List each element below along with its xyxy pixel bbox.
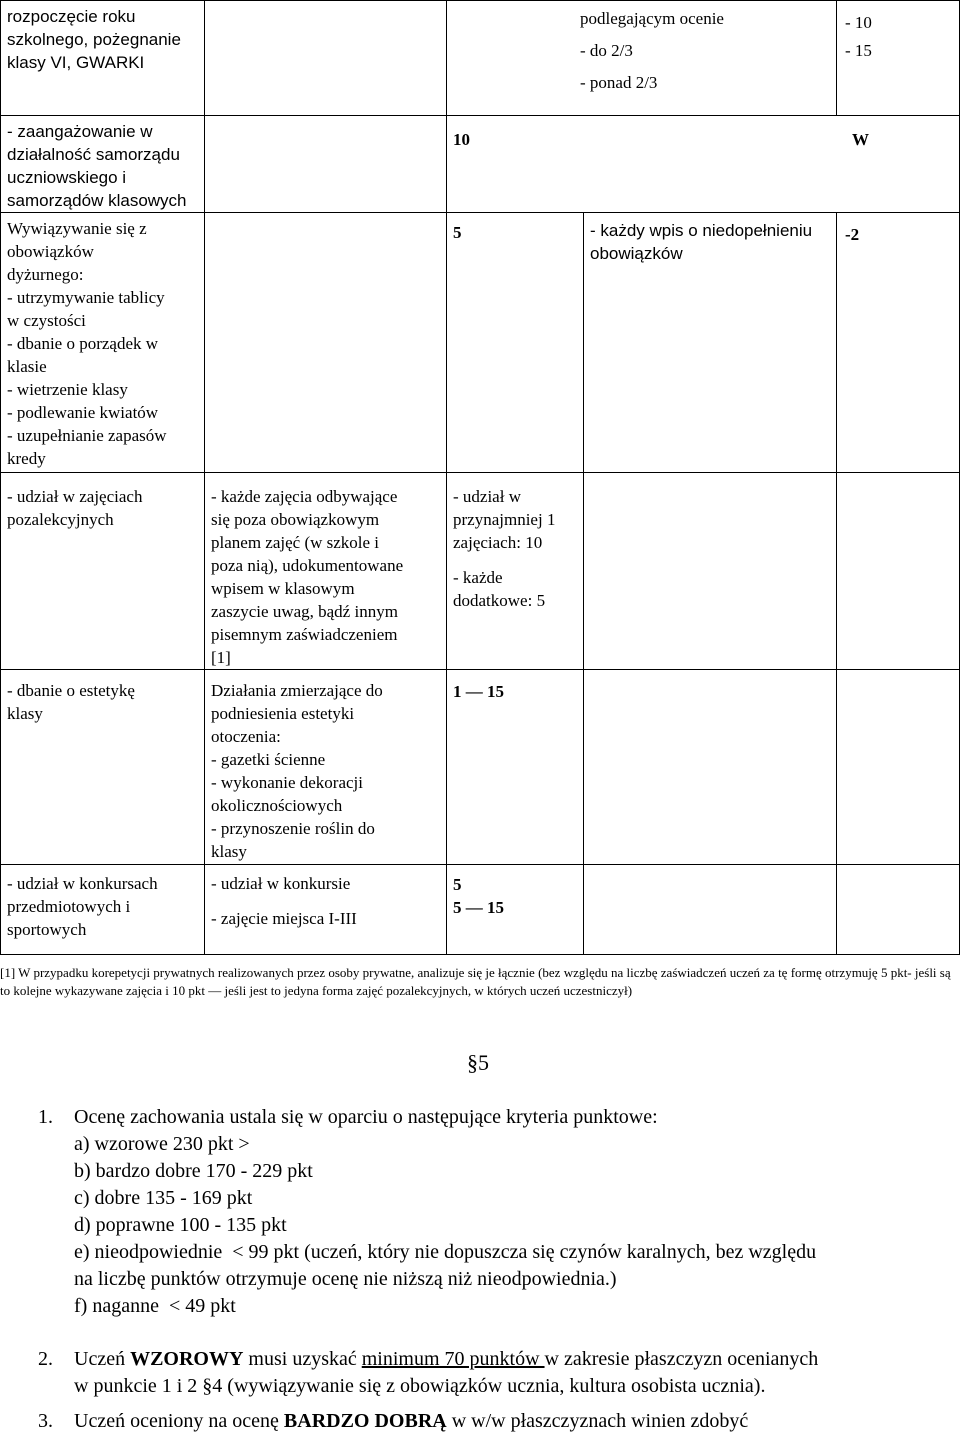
penalty-cell [837, 865, 960, 955]
table-row [1, 865, 960, 955]
grading-list: 1. Ocenę zachowania ustala się w oparciu o następujące kryteria punktowe: a) wzorowe 230 pkt > b) bardzo dobre 170 - 229 pkt c) dobre 135 - 169 pkt d) poprawne 100 - 135 pkt e) nieodpowiednie < 99 pkt (uczeń, który nie dopuszcza się czynów karalnych, bez względu na liczbę punktów otrzymuje ocenę nie niższą niż nieodpowiednia.) f) naganne < 49 pkt 2. Uczeń WZOROWY musi uzyskać minimum 70 punktów w zakresie płaszczyzn ocenianych w punkcie 1 i 2 §4 (wywiązywanie się z obowiązków ucznia, kultura osobista ucznia). 3. Uczeń oceniony na ocenę BARDZO DOBRĄ w w/w płaszczyznach winien zdobyć [0, 1104, 960, 1435]
criterion-cell: Wywiązywanie się z obowiązków dyżurnego: - utrzymywanie tablicy w czystości - dbanie o porządek w klasie - wietrzenie klasy - podlewanie kwiatów - uzupełnianie zapasów kredy [1, 213, 205, 473]
description-cell: - każde zajęcia odbywające się poza obowiązkowym planem zajęć (w szkole i poza nią), udokumentowane wpisem w klasowym zaszycie uwag, bądź innym pisemnym zaświadczeniem [1] [205, 473, 447, 670]
table-row [1, 473, 960, 670]
table-row [1, 670, 960, 865]
criterion-cell: - udział w konkursach przedmiotowych i sportowych [1, 865, 205, 955]
criterion-cell: - udział w zajęciach pozalekcyjnych [1, 473, 205, 670]
penalty-cell: -2 [837, 213, 960, 473]
remarks-cell [584, 865, 837, 955]
penalty-cell [837, 670, 960, 865]
remarks-cell [584, 473, 837, 670]
points-cell: 1 — 15 [447, 670, 584, 865]
remarks-cell: - każdy wpis o niedopełnieniu obowiązków [584, 213, 837, 473]
criterion-cell: - zaangażowanie w działalność samorządu uczniowskiego i samorządów klasowych [1, 116, 205, 213]
description-cell: - udział w konkursie - zajęcie miejsca I-III [205, 865, 447, 955]
section-heading: §5 [467, 1050, 489, 1075]
points-cell: podlegającym ocenie - do 2/3 - ponad 2/3 [447, 1, 837, 116]
penalty-cell: - 10 - 15 [837, 1, 960, 116]
remarks-cell [584, 670, 837, 865]
criterion-cell: rozpoczęcie roku szkolnego, pożegnanie klasy VI, GWARKI [1, 1, 205, 116]
penalty-cell [837, 473, 960, 670]
footnote: [1] W przypadku korepetycji prywatnych realizowanych przez osoby prywatne, analizuje się je łącznie (bez względu na liczbę zaświadczeń uczeń za tę formę otrzymuję 5 pkt- jeśli są to kolejne wykazywane zajęcia i 10 pkt — jeśli jest to jedyna forma zajęć pozalekcyjnych, w których uczeń uczestniczył) [0, 965, 951, 998]
points-cell: 5 5 — 15 [447, 865, 584, 955]
list-item: 2. Uczeń WZOROWY musi uzyskać minimum 70 punktów w zakresie płaszczyzn ocenianych [38, 1348, 819, 1370]
points-cell [447, 116, 960, 213]
table-row [1, 213, 960, 473]
points-mark: W [852, 130, 869, 149]
table-row [1, 1, 960, 116]
table-row [1, 116, 960, 213]
list-item: 3. Uczeń oceniony na ocenę BARDZO DOBRĄ w w/w płaszczyznach winien zdobyć [38, 1410, 749, 1432]
grade-thresholds: a) wzorowe 230 pkt > b) bardzo dobre 170 - 229 pkt c) dobre 135 - 169 pkt d) poprawne 100 - 135 pkt e) nieodpowiednie < 99 pkt (uczeń, który nie dopuszcza się czynów karalnych, bez względu na liczbę punktów otrzymuje ocenę nie niższą niż nieodpowiednia.) f) naganne < 49 pkt [74, 1133, 817, 1317]
points-cell: - udział w przynajmniej 1 zajęciach: 10 - każde dodatkowe: 5 [447, 473, 584, 670]
description-cell [205, 1, 447, 116]
points-value: 10 [453, 130, 470, 149]
points-cell: 5 [447, 213, 584, 473]
description-cell: Działania zmierzające do podniesienia estetyki otoczenia: - gazetki ścienne - wykonanie dekoracji okolicznościowych - przynoszenie roślin do klasy [205, 670, 447, 865]
criterion-cell: - dbanie o estetykę klasy [1, 670, 205, 865]
description-cell [205, 213, 447, 473]
description-cell [205, 116, 447, 213]
list-item: 1. Ocenę zachowania ustala się w oparciu o następujące kryteria punktowe: [38, 1106, 658, 1128]
